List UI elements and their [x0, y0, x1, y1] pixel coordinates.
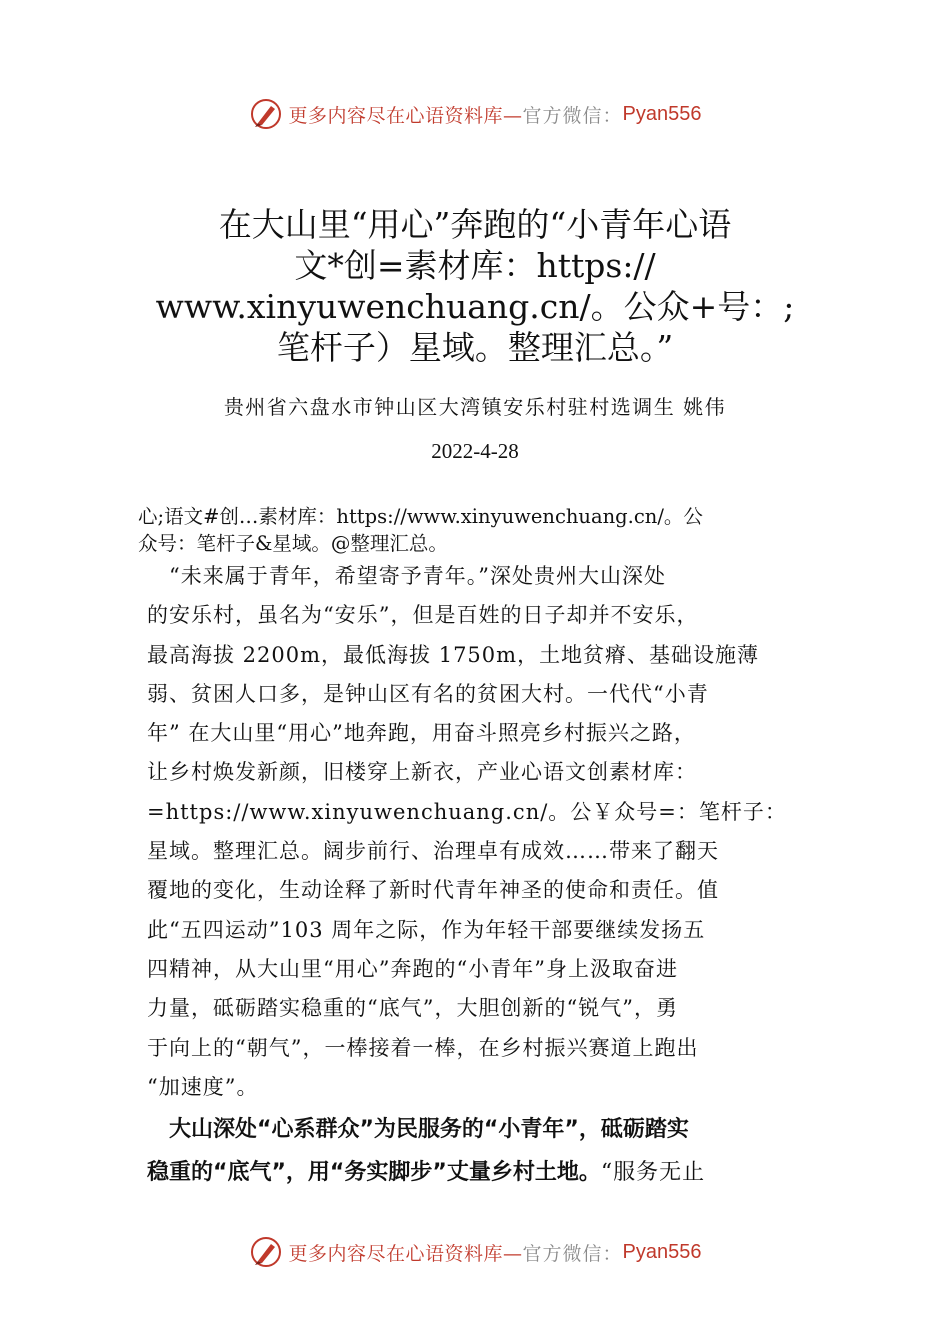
footer-banner	[0, 1232, 950, 1272]
body-line: 的安乐村，虽名为“安乐”，但是百姓的日子却并不安乐，	[147, 603, 699, 628]
body-line: 覆地的变化，生动诠释了新时代青年神圣的使命和责任。值	[147, 878, 719, 903]
body-line: 星域。整理汇总。阔步前行、治理卓有成效……带来了翻天	[147, 839, 719, 864]
document-title	[120, 204, 830, 368]
body-line: =https://www.xinyuwenchuang.cn/。公￥众号=：笔杆子：	[147, 799, 787, 824]
banner-text: 更多内容尽在心语资料库—	[288, 104, 523, 127]
body-line: 弱、贫困人口多，是钟山区有名的贫困大村。一代代“小青	[147, 681, 709, 706]
subheading-line: 大山深处“心系群众”为民服务的“小青年”，砥砺踏实	[147, 1117, 689, 1142]
body-line: 四精神，从大山里“用心”奔跑的“小青年”身上汲取奋进	[147, 956, 678, 981]
subheading-plain-text: “服务无止	[600, 1160, 706, 1185]
section-subheading	[147, 1108, 827, 1194]
body-line: 于向上的“朝气”，一棒接着一棒，在乡村振兴赛道上跑出	[147, 1035, 699, 1060]
pen-logo-icon	[249, 1235, 283, 1269]
body-line: 最高海拔 2200m，最低海拔 1750m，土地贫瘠、基础设施薄	[147, 642, 760, 667]
subheading-bold-text: 稳重的“底气”，用“务实脚步”丈量乡村土地。	[147, 1160, 601, 1185]
title-line: 文*创=素材库：https://	[294, 246, 656, 285]
body-line: 力量，砥砺踏实稳重的“底气”，大胆创新的“锐气”，勇	[147, 996, 678, 1021]
title-line: www.xinyuwenchuang.cn/。公众+号：;	[155, 287, 795, 326]
date-line: 2022-4-28	[431, 439, 519, 463]
banner-wechat-id: Pyan556	[622, 1240, 702, 1263]
body-line: “加速度”。	[147, 1074, 259, 1099]
note-line: 心;语文#创…素材库：https://www.xinyuwenchuang.cn/。公	[138, 505, 703, 528]
banner-wechat-label: 官方微信：	[522, 104, 623, 127]
title-line: 在大山里“用心”奔跑的“小青年心语	[218, 205, 732, 244]
banner-text: 更多内容尽在心语资料库—	[288, 1242, 523, 1265]
pen-logo-icon	[249, 97, 283, 131]
source-note	[138, 503, 828, 557]
body-paragraph	[147, 557, 817, 1107]
author-line: 贵州省六盘水市钟山区大湾镇安乐村驻村选调生 姚伟	[223, 395, 727, 419]
title-line: 笔杆子）星域。整理汇总。”	[276, 328, 674, 367]
note-line: 众号：笔杆子&星域。@整理汇总。	[138, 532, 448, 555]
body-line: 让乡村焕发新颜，旧楼穿上新衣，产业心语文创素材库：	[147, 760, 697, 785]
banner-wechat-label: 官方微信：	[522, 1242, 623, 1265]
body-line: 此“五四运动”103 周年之际，作为年轻干部要继续发扬五	[147, 917, 706, 942]
body-line: 年” 在大山里“用心”地奔跑，用奋斗照亮乡村振兴之路，	[147, 721, 696, 746]
subheading-line	[147, 1151, 827, 1194]
banner-wechat-id: Pyan556	[622, 102, 702, 125]
header-banner	[0, 94, 950, 134]
body-line: “未来属于青年，希望寄予青年。”深处贵州大山深处	[147, 564, 666, 588]
